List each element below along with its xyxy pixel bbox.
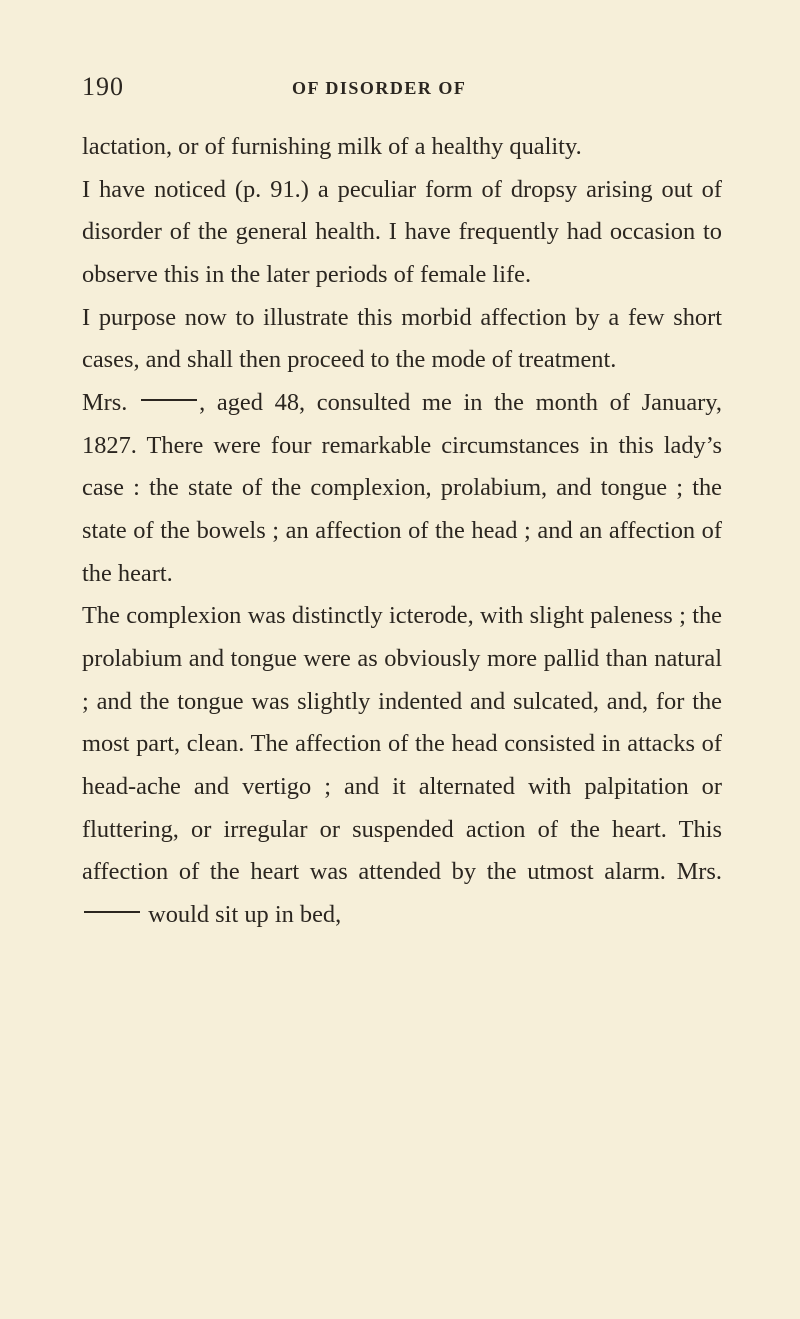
paragraph-complexion	[82, 595, 722, 936]
paragraph-purpose	[82, 297, 722, 382]
paragraph-text-rest: , aged 48, consulted me in the month of January, 1827. There were four remarkable circumstances in this lady’s case : the state of the complexion, prolabium, and tongue ; the state of the bowels ; an affection of the head ; and an affection of the heart.	[82, 388, 722, 587]
paragraph-text: I have noticed (p. 91.) a peculiar form of dropsy arising out of disorder of the general health. I have frequently had occasion to observe this in the later periods of female life.	[82, 175, 722, 288]
paragraph-text-start: Mrs.	[676, 858, 722, 886]
paragraph-text-start: Mrs.	[82, 388, 128, 416]
body-text	[82, 126, 722, 936]
paragraph-case-intro	[82, 382, 722, 595]
running-title: OF DISORDER OF	[292, 78, 467, 98]
paragraph-text-rest: would sit up in bed,	[148, 900, 342, 928]
paragraph-text: I purpose now to illustrate this morbid affection by a few short cases, and shall then proceed to the mode of treatment.	[82, 303, 722, 374]
name-omission-dash	[141, 399, 197, 401]
paragraph-continuation	[82, 126, 722, 169]
page-number: 190	[82, 72, 124, 101]
name-omission-dash	[84, 911, 140, 913]
running-header	[82, 72, 718, 112]
paragraph-text: lactation, or of furnishing milk of a healthy quality.	[82, 133, 582, 160]
paragraph-text: The complexion was distinctly icterode, with slight paleness ; the prolabium and tongue were as obviously more pallid than natural ; and the tongue was slightly indented and sulcated, and, for the most part, clean. The affection of the head consisted in attacks of head-ache and vertigo ; and it alternated with palpitation or fluttering, or irregular or suspended action of the heart. This affection of the heart was attended by the utmost alarm.	[82, 602, 722, 886]
paragraph-dropsy	[82, 169, 722, 297]
